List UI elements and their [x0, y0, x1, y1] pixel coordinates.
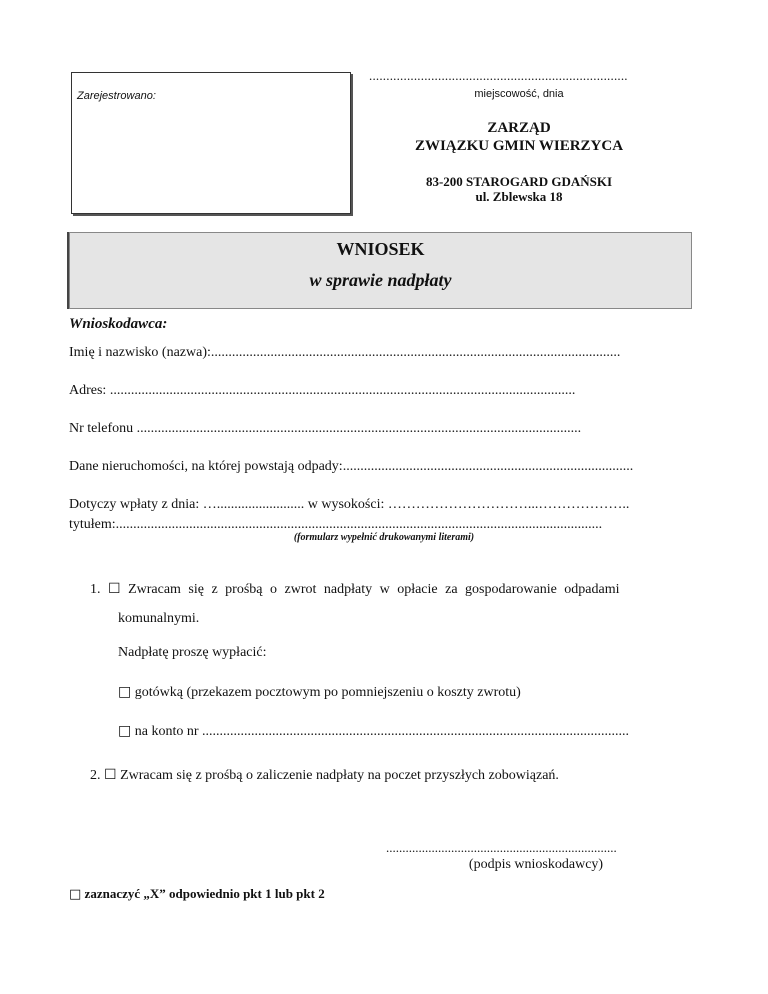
signature-dots: ....................................................................... — [386, 840, 617, 855]
payment-field[interactable]: Dotyczy wpłaty z dnia: …......................... w wysokości: …………………………...……………….. — [69, 497, 630, 512]
option-2 — [90, 767, 559, 784]
option-2-text: Zwracam się z prośbą o zaliczenie nadpłaty na poczet przyszłych zobowiązań. — [120, 768, 559, 783]
account-text: na konto nr .......................................................................................................................... — [134, 724, 629, 739]
property-field[interactable]: Dane nieruchomości, na której powstają odpady:................................................................................... — [69, 459, 634, 474]
phone-field[interactable]: Nr telefonu ............................................................................................................................... — [69, 421, 582, 436]
option-1-continuation: komunalnymi. — [118, 611, 200, 626]
org-line-2: ZWIĄZKU GMIN WIERZYCA — [414, 138, 624, 154]
option-2-number: 2. — [90, 768, 101, 783]
option-2-checkbox[interactable]: ☐ — [104, 767, 117, 783]
account-option — [118, 723, 629, 740]
place-date-dots: ........................................................................... — [369, 68, 628, 83]
org-address-2: ul. Zblewska 18 — [475, 189, 563, 204]
address-field[interactable]: Adres: ..................................................................................................................................... — [69, 383, 576, 398]
payout-label: Nadpłatę proszę wypłacić: — [118, 645, 267, 660]
org-address-1: 83-200 STAROGARD GDAŃSKI — [425, 174, 613, 189]
cash-text: gotówką (przekazem pocztowym po pomniejszeniu o koszty zwrotu) — [134, 685, 521, 700]
place-date-label: miejscowość, dnia — [474, 88, 564, 100]
footer-checkbox: □ — [69, 887, 82, 902]
form-subtitle: w sprawie nadpłaty — [309, 270, 452, 290]
registration-label: Zarejestrowano: — [77, 90, 156, 102]
option-1 — [90, 581, 620, 598]
footer-note — [69, 886, 325, 902]
org-line-1: ZARZĄD — [487, 120, 551, 136]
title-box — [69, 232, 692, 309]
signature-label: (podpis wnioskodawcy) — [468, 857, 604, 872]
option-1-text: Zwracam się z prośbą o zwrot nadpłaty w opłacie za gospodarowanie odpadami — [128, 582, 620, 597]
option-1-checkbox[interactable]: ☐ — [108, 581, 121, 597]
cash-option — [118, 684, 521, 701]
title-field[interactable]: tytułem:........................................................................................................................................... — [69, 517, 603, 532]
option-1-number: 1. — [90, 582, 101, 597]
form-title: WNIOSEK — [336, 239, 425, 259]
footer-text: zaznaczyć „X” odpowiednio pkt 1 lub pkt 2 — [84, 886, 325, 901]
fill-note: (formularz wypełnić drukowanymi literami) — [293, 532, 475, 543]
registration-box — [71, 72, 351, 214]
name-field[interactable]: Imię i nazwisko (nazwa):..................................................................................................................... — [69, 345, 621, 360]
account-checkbox[interactable]: □ — [118, 723, 132, 739]
applicant-heading: Wnioskodawca: — [69, 316, 168, 332]
cash-checkbox[interactable]: □ — [118, 684, 132, 700]
